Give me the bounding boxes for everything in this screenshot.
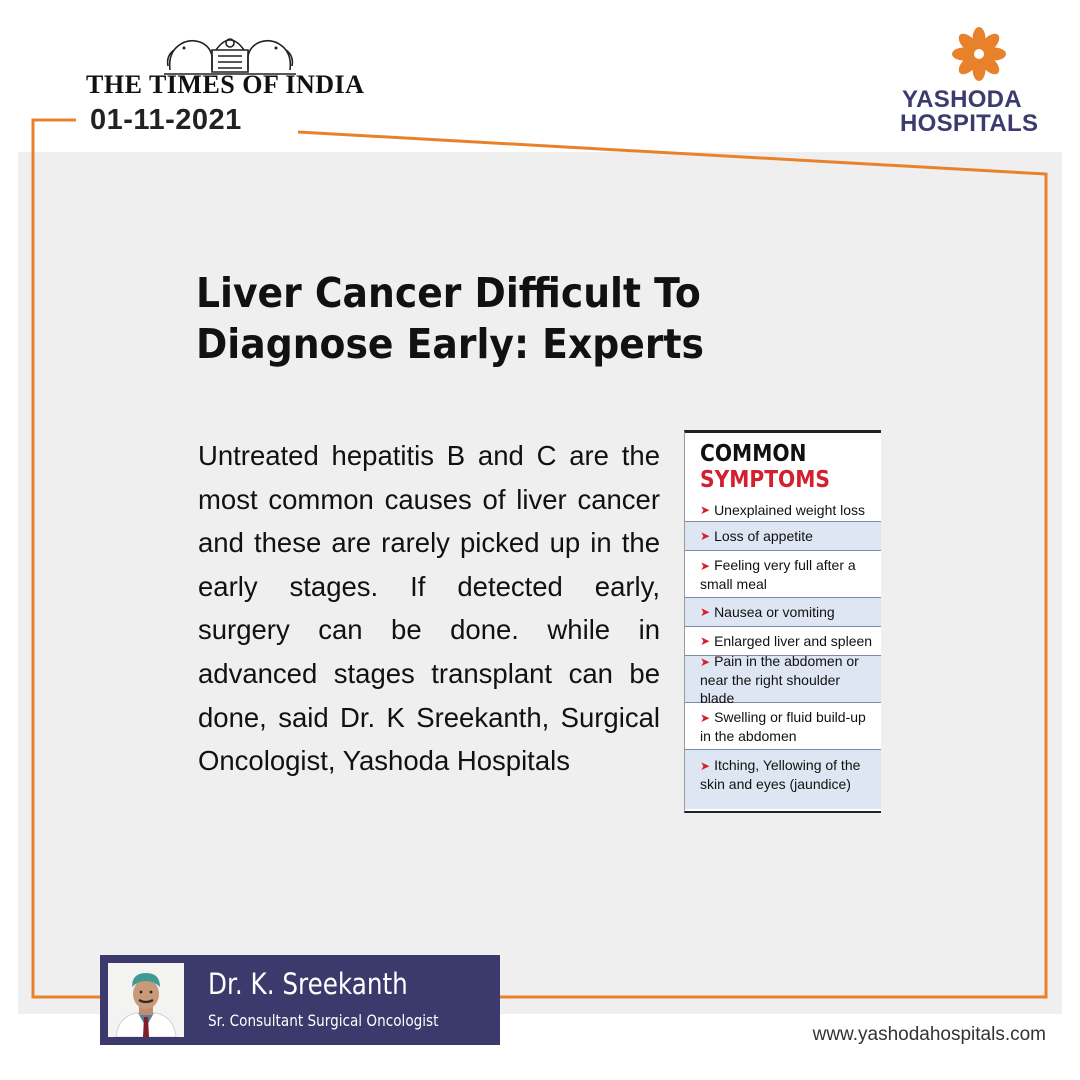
symptom-text: ➤ Itching, Yellowing of the skin and eyes (jaundice)	[700, 757, 861, 792]
arrow-icon: ➤	[700, 634, 711, 648]
list-item	[685, 550, 881, 597]
doctor-portrait-icon	[108, 963, 184, 1037]
headline-line2: Diagnose Early: Experts	[196, 320, 704, 368]
symptom-text: Enlarged liver and spleen	[714, 633, 873, 649]
symptom-text: Loss of appetite	[714, 528, 813, 544]
symptom-text: Unexplained weight loss	[714, 502, 866, 518]
headline	[196, 268, 711, 370]
arrow-icon: ➤	[700, 710, 711, 725]
newspaper-name: THE TIMES OF INDIA	[86, 70, 365, 99]
list-item	[685, 702, 881, 749]
doctor-photo	[108, 963, 184, 1037]
symptoms-title-line1: COMMON	[700, 441, 807, 467]
doctor-card	[100, 955, 500, 1045]
list-item	[685, 749, 881, 809]
headline-line1: Liver Cancer Difficult To	[196, 269, 701, 317]
symptoms-list	[685, 499, 881, 809]
arrow-icon: ➤	[700, 558, 711, 573]
symptoms-title-line2: SYMPTOMS	[700, 467, 830, 493]
brand-name-line1: YASHODA	[902, 86, 1022, 113]
symptoms-title	[685, 433, 881, 499]
list-item	[685, 499, 881, 521]
publication-date: 01-11-2021	[90, 104, 242, 136]
yashoda-logo	[900, 24, 1039, 137]
doctor-name: Dr. K. Sreekanth	[208, 967, 408, 1001]
list-item	[685, 597, 881, 626]
arrow-icon: ➤	[700, 654, 711, 669]
doctor-designation: Sr. Consultant Surgical Oncologist	[208, 1011, 439, 1030]
brand-name-line2: HOSPITALS	[900, 110, 1039, 137]
symptom-text: Nausea or vomiting	[714, 604, 835, 620]
common-symptoms-box	[684, 430, 881, 813]
symptom-text: ➤ Pain in the abdomen or near the right shoulder blade	[700, 652, 859, 706]
lotus-flower-icon	[946, 24, 1012, 84]
website-url: www.yashodahospitals.com	[812, 1024, 1046, 1045]
symptom-text: ➤ Swelling or fluid build-up in the abdomen	[700, 708, 866, 744]
list-item	[685, 652, 881, 706]
arrow-icon: ➤	[700, 529, 711, 543]
article-body: Untreated hepatitis B and C are the most common causes of liver cancer and these are rarely picked up in the early stages. If detected early, surgery can be done. while in advanced stages transplant can be done, said Dr. K Sreekanth, Surgical Oncologist, Yashoda Hospitals	[198, 440, 660, 777]
arrow-icon: ➤	[700, 605, 711, 619]
symptom-text: ➤ Feeling very full after a small meal	[700, 556, 856, 592]
list-item	[685, 521, 881, 550]
arrow-icon: ➤	[700, 759, 711, 773]
arrow-icon: ➤	[700, 503, 711, 517]
